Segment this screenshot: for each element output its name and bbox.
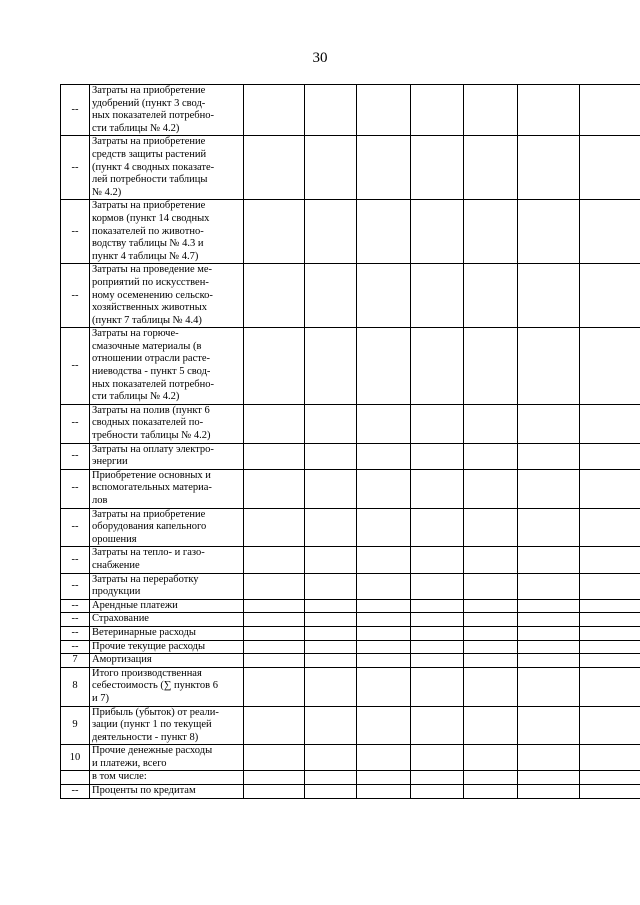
value-cell [305,200,357,264]
value-cell [464,654,518,668]
description-line: требности таблицы № 4.2) [92,430,211,442]
description-line: ному осеменению сельско- [92,289,213,301]
value-cell [411,771,464,785]
description-line: (пункт 7 таблицы № 4.4) [92,314,202,326]
description-line: Прочие текущие расходы [92,640,206,652]
value-cell [518,200,580,264]
row-description-cell [90,328,244,405]
value-cell [580,508,640,547]
value-cell [464,573,518,599]
value-cell [580,706,640,745]
table-row [61,469,640,508]
value-cell [580,613,640,627]
row-number-cell: -- [61,573,90,599]
row-description-cell [90,667,244,706]
description-line: Затраты на приобретение [92,200,206,212]
value-cell [411,613,464,627]
value-cell [411,328,464,405]
description-line: Ветеринарные расходы [92,626,196,638]
value-cell [244,328,305,405]
value-cell [411,654,464,668]
value-cell [580,404,640,443]
value-cell [244,573,305,599]
table-row [61,771,640,785]
description-line: себестоимость (∑ пунктов 6 [92,680,218,692]
description-line: Затраты на полив (пункт 6 [92,404,210,416]
value-cell [305,706,357,745]
value-cell [244,745,305,771]
row-number-cell: -- [61,508,90,547]
value-cell [244,508,305,547]
value-cell [305,264,357,328]
value-cell [518,508,580,547]
value-cell [244,599,305,613]
value-cell [357,626,411,640]
value-cell [580,443,640,469]
value-cell [518,469,580,508]
value-cell [580,200,640,264]
value-cell [244,264,305,328]
value-cell [580,469,640,508]
value-cell [305,599,357,613]
value-cell [411,745,464,771]
value-cell [464,547,518,573]
value-cell [464,508,518,547]
value-cell [357,328,411,405]
row-number-cell: -- [61,200,90,264]
description-line: смазочные материалы (в [92,340,202,352]
row-description-cell [90,85,244,136]
description-line: средств защиты растений [92,148,207,160]
value-cell [518,547,580,573]
description-line: оборудования капельного [92,521,207,533]
value-cell [411,706,464,745]
value-cell [244,785,305,799]
row-description-cell [90,200,244,264]
value-cell [244,654,305,668]
value-cell [411,136,464,200]
description-line: пункт 4 таблицы № 4.7) [92,250,199,262]
value-cell [244,469,305,508]
report-table [60,84,640,799]
value-cell [464,785,518,799]
description-line: ных показателей потребно- [92,110,215,122]
value-cell [357,85,411,136]
value-cell [411,443,464,469]
value-cell [464,745,518,771]
value-cell [580,599,640,613]
value-cell [244,443,305,469]
value-cell [518,771,580,785]
value-cell [580,654,640,668]
description-line: водству таблицы № 4.3 и [92,238,204,250]
row-description-cell [90,404,244,443]
value-cell [580,547,640,573]
description-line: орошения [92,533,137,545]
description-line: (пункт 4 сводных показате- [92,161,215,173]
value-cell [305,508,357,547]
row-number-cell: -- [61,599,90,613]
value-cell [244,404,305,443]
description-line: показателей по животно- [92,225,204,237]
value-cell [464,328,518,405]
value-cell [518,599,580,613]
value-cell [580,667,640,706]
value-cell [518,667,580,706]
value-cell [357,264,411,328]
value-cell [411,785,464,799]
row-number-cell: -- [61,613,90,627]
row-description-cell [90,640,244,654]
table-row [61,443,640,469]
value-cell [357,706,411,745]
table-row [61,200,640,264]
value-cell [244,626,305,640]
description-line: снабжение [92,559,140,571]
table-row [61,745,640,771]
row-number-cell: -- [61,443,90,469]
table-row [61,136,640,200]
table-row [61,785,640,799]
description-line: и платежи, всего [92,757,167,769]
row-description-cell [90,573,244,599]
value-cell [411,404,464,443]
table-row [61,667,640,706]
value-cell [411,573,464,599]
description-line: Затраты на приобретение [92,85,206,96]
description-line: роприятий по искусствен- [92,276,209,288]
description-line: Прочие денежные расходы [92,745,213,757]
row-number-cell: 9 [61,706,90,745]
value-cell [305,443,357,469]
value-cell [518,626,580,640]
value-cell [305,785,357,799]
value-cell [357,573,411,599]
row-description-cell [90,443,244,469]
value-cell [357,200,411,264]
page-number: 30 [312,50,328,66]
table-row [61,626,640,640]
value-cell [357,136,411,200]
value-cell [244,613,305,627]
table-row [61,264,640,328]
description-line: Приобретение основных и [92,469,211,481]
row-number-cell [61,771,90,785]
value-cell [518,745,580,771]
value-cell [244,667,305,706]
description-line: сти таблицы № 4.2) [92,391,180,403]
value-cell [411,626,464,640]
value-cell [464,136,518,200]
value-cell [305,547,357,573]
table-row [61,508,640,547]
value-cell [305,85,357,136]
value-cell [518,136,580,200]
row-description-cell [90,599,244,613]
row-number-cell: -- [61,328,90,405]
value-cell [580,745,640,771]
value-cell [357,785,411,799]
description-line: сводных показателей по- [92,417,204,429]
description-line: энергии [92,456,128,468]
row-description-cell [90,745,244,771]
row-description-cell [90,136,244,200]
value-cell [357,745,411,771]
value-cell [357,771,411,785]
value-cell [580,328,640,405]
value-cell [411,640,464,654]
value-cell [357,599,411,613]
value-cell [580,136,640,200]
table-row [61,599,640,613]
value-cell [464,771,518,785]
value-cell [305,745,357,771]
description-line: кормов (пункт 14 сводных [92,212,210,224]
description-line: Проценты по кредитам [92,785,196,797]
value-cell [411,85,464,136]
value-cell [464,404,518,443]
row-description-cell [90,613,244,627]
description-line: продукции [92,586,141,598]
row-number-cell: -- [61,85,90,136]
table-row [61,706,640,745]
table-row [61,404,640,443]
value-cell [357,667,411,706]
value-cell [305,328,357,405]
table-row [61,573,640,599]
description-line: Затраты на горюче- [92,328,179,340]
value-cell [411,599,464,613]
row-number-cell: -- [61,469,90,508]
row-number-cell: -- [61,264,90,328]
value-cell [518,706,580,745]
row-description-cell [90,469,244,508]
value-cell [518,573,580,599]
value-cell [357,508,411,547]
value-cell [411,469,464,508]
value-cell [357,613,411,627]
value-cell [305,469,357,508]
table-row [61,85,640,136]
value-cell [357,443,411,469]
value-cell [357,469,411,508]
value-cell [464,667,518,706]
description-line: лов [92,495,108,506]
row-number-cell: -- [61,404,90,443]
value-cell [518,785,580,799]
description-line: зации (пункт 1 по текущей [92,719,212,731]
description-line: Затраты на приобретение [92,508,206,520]
value-cell [518,640,580,654]
value-cell [580,640,640,654]
description-line: деятельности - пункт 8) [92,731,199,743]
description-line: № 4.2) [92,186,122,198]
table-row [61,640,640,654]
value-cell [464,443,518,469]
table-row [61,654,640,668]
value-cell [305,613,357,627]
value-cell [518,85,580,136]
value-cell [580,573,640,599]
value-cell [580,626,640,640]
row-description-cell [90,654,244,668]
row-description-cell [90,771,244,785]
description-line: Амортизация [92,654,152,666]
value-cell [244,640,305,654]
value-cell [305,626,357,640]
value-cell [305,667,357,706]
value-cell [305,136,357,200]
value-cell [464,706,518,745]
row-number-cell: 10 [61,745,90,771]
value-cell [580,264,640,328]
description-line: отношении отрасли расте- [92,353,210,365]
value-cell [305,404,357,443]
row-number-cell: -- [61,136,90,200]
row-description-cell [90,626,244,640]
value-cell [464,599,518,613]
value-cell [464,264,518,328]
row-number-cell: -- [61,785,90,799]
value-cell [518,328,580,405]
description-line: Затраты на приобретение [92,136,206,148]
value-cell [411,547,464,573]
value-cell [244,85,305,136]
report-table-body [61,85,640,799]
value-cell [305,640,357,654]
row-number-cell: -- [61,626,90,640]
value-cell [411,200,464,264]
description-line: в том числе: [92,771,147,783]
description-line: Затраты на оплату электро- [92,443,214,455]
description-line: сти таблицы № 4.2) [92,122,180,134]
value-cell [411,667,464,706]
value-cell [305,573,357,599]
description-line: Прибыль (убыток) от реали- [92,706,219,718]
description-line: удобрений (пункт 3 свод- [92,97,206,109]
value-cell [464,613,518,627]
value-cell [305,654,357,668]
value-cell [305,771,357,785]
value-cell [357,547,411,573]
description-line: ных показателей потребно- [92,378,215,390]
value-cell [244,547,305,573]
value-cell [244,136,305,200]
description-line: и 7) [92,692,109,704]
row-description-cell [90,508,244,547]
description-line: лей потребности таблицы [92,174,208,186]
value-cell [357,654,411,668]
value-cell [518,613,580,627]
value-cell [464,640,518,654]
value-cell [518,404,580,443]
description-line: вспомогательных материа- [92,482,212,494]
table-row [61,547,640,573]
row-number-cell: 8 [61,667,90,706]
description-line: Итого производственная [92,667,202,679]
value-cell [464,85,518,136]
table-row [61,328,640,405]
row-description-cell [90,264,244,328]
value-cell [518,443,580,469]
value-cell [244,771,305,785]
row-description-cell [90,785,244,799]
value-cell [464,200,518,264]
row-number-cell: -- [61,547,90,573]
value-cell [580,785,640,799]
value-cell [580,85,640,136]
table-row [61,613,640,627]
value-cell [580,771,640,785]
value-cell [411,508,464,547]
value-cell [518,654,580,668]
description-line: Арендные платежи [92,599,178,611]
description-line: Страхование [92,613,149,625]
value-cell [357,404,411,443]
value-cell [464,469,518,508]
description-line: ниеводства - пункт 5 свод- [92,366,211,378]
description-line: Затраты на переработку [92,573,199,585]
row-number-cell: -- [61,640,90,654]
description-line: хозяйственных животных [92,302,208,314]
description-line: Затраты на проведение ме- [92,264,213,276]
value-cell [357,640,411,654]
value-cell [464,626,518,640]
value-cell [244,200,305,264]
row-description-cell [90,547,244,573]
row-number-cell: 7 [61,654,90,668]
value-cell [518,264,580,328]
value-cell [244,706,305,745]
description-line: Затраты на тепло- и газо- [92,547,205,559]
row-description-cell [90,706,244,745]
value-cell [411,264,464,328]
